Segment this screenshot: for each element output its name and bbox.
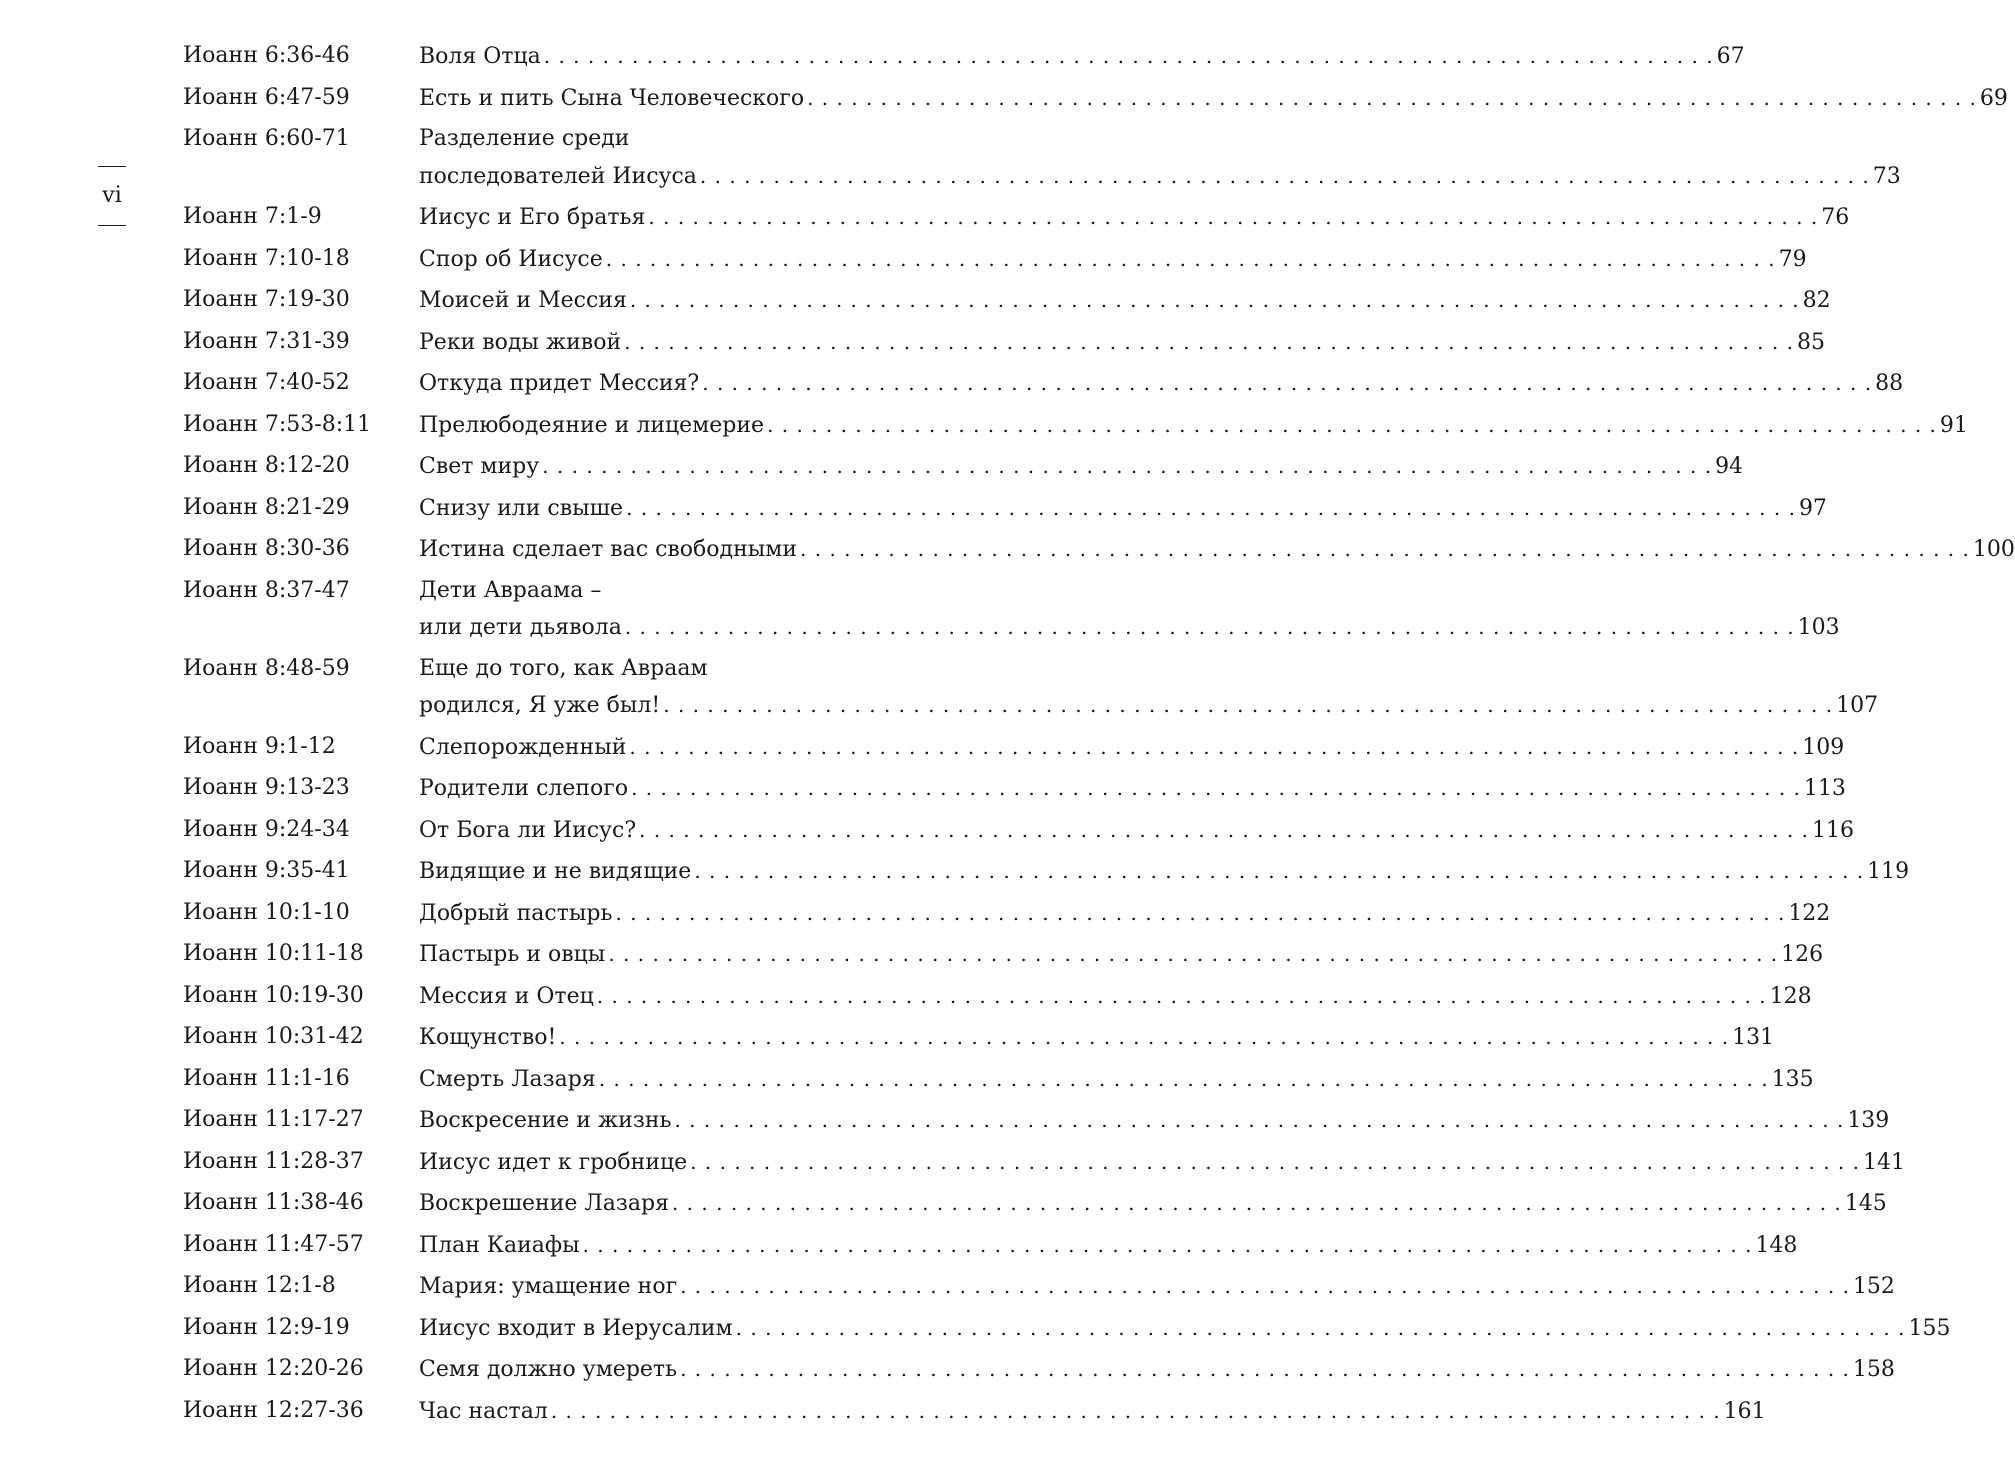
toc-entry-title-block xyxy=(419,324,1825,362)
toc-entry-title-final-line xyxy=(419,365,1903,403)
toc-entry-title-line: Еще до того, как Авраам xyxy=(419,655,708,681)
toc-entry-page-number: 152 xyxy=(1852,1274,1895,1299)
toc-entry-title-block xyxy=(419,1351,1895,1389)
toc-entry-page-number: 135 xyxy=(1771,1066,1814,1092)
toc-entry-title-final-line xyxy=(419,1310,1950,1348)
toc-entry-page-number: 79 xyxy=(1778,246,1807,272)
toc-entry xyxy=(183,1185,1887,1223)
toc-entry-title: Видящие и не видящие xyxy=(419,859,692,884)
dot-leader xyxy=(694,853,1864,890)
folio-top-rule xyxy=(98,166,126,167)
toc-entry-title-final-line xyxy=(419,1393,1766,1431)
toc-entry-page-number: 119 xyxy=(1867,859,1910,884)
toc-entry-title: От Бога ли Иисус? xyxy=(419,817,637,843)
toc-entry-page-number: 113 xyxy=(1803,776,1846,801)
toc-entry-title-final-line xyxy=(419,199,1849,237)
toc-entry-title-final-line xyxy=(419,531,2015,569)
toc-entry-title-final-line xyxy=(419,978,1812,1016)
toc-entry xyxy=(183,936,1824,974)
page-number: vi xyxy=(102,183,122,208)
dot-leader xyxy=(551,1393,1721,1430)
toc-entry-page-number: 139 xyxy=(1847,1108,1890,1133)
toc-entry xyxy=(183,1227,1798,1265)
toc-entry-title-block xyxy=(419,1019,1774,1057)
toc-entry xyxy=(183,324,1825,362)
toc-entry-title-block xyxy=(419,199,1849,237)
page-number-folio xyxy=(86,163,138,229)
toc-entry xyxy=(183,1102,1890,1140)
toc-entry-title-final-line xyxy=(419,1102,1889,1140)
dot-leader xyxy=(631,770,1801,807)
dot-leader xyxy=(606,241,1776,278)
toc-entry-reference: Иоанн 8:30-36 xyxy=(183,536,350,561)
toc-entry-title-block xyxy=(419,853,1909,891)
toc-entry xyxy=(183,490,1827,528)
toc-entry-title-block xyxy=(419,573,1840,647)
toc-entry-title: или дети дьявола xyxy=(419,615,622,640)
toc-entry-title-line: Разделение среди xyxy=(419,126,630,151)
toc-entry-title-final-line xyxy=(419,241,1807,279)
toc-entry-title: Свет миру xyxy=(419,454,540,479)
toc-entry-reference: Иоанн 10:11-18 xyxy=(183,941,364,966)
toc-entry-page-number: 73 xyxy=(1872,163,1901,189)
toc-entry-title-final-line xyxy=(419,1351,1895,1389)
toc-entry-reference: Иоанн 11:47-57 xyxy=(183,1231,364,1257)
toc-entry-title-block xyxy=(419,490,1827,528)
toc-entry-title-final-line xyxy=(419,1061,1814,1099)
toc-entry-reference: Иоанн 8:21-29 xyxy=(183,494,350,520)
toc-entry-page-number: 91 xyxy=(1939,412,1968,438)
dot-leader xyxy=(630,282,1800,319)
toc-entry-title-final-line xyxy=(419,1227,1797,1265)
toc-entry-page-number: 67 xyxy=(1716,44,1745,69)
toc-entry-title: Семя должно умереть xyxy=(419,1357,678,1382)
toc-entry-title-final-line xyxy=(419,895,1830,933)
toc-entry-title: Есть и пить Сына Человеческого xyxy=(419,85,805,111)
toc-entry xyxy=(183,1310,1951,1348)
toc-entry-title-block xyxy=(419,978,1812,1016)
dot-leader xyxy=(680,1268,1850,1305)
folio-bottom-rule xyxy=(98,225,126,226)
toc-entry xyxy=(183,199,1850,237)
toc-entry-title-final-line xyxy=(419,770,1846,808)
toc-entry-page-number: 116 xyxy=(1811,817,1854,843)
dot-leader xyxy=(559,1019,1729,1056)
toc-entry-title-final-line xyxy=(419,80,2008,118)
toc-entry xyxy=(183,38,1745,76)
toc-entry-title-final-line xyxy=(419,324,1825,362)
toc-entry xyxy=(183,1268,1895,1306)
toc-entry-page-number: 94 xyxy=(1715,454,1744,479)
dot-leader xyxy=(800,531,1970,568)
toc-entry xyxy=(183,365,1904,403)
toc-entry-page-number: 82 xyxy=(1802,288,1831,313)
toc-entry-title-block xyxy=(419,1144,1905,1182)
toc-entry-title: Мария: умащение ног xyxy=(419,1274,678,1299)
dot-leader xyxy=(672,1185,1842,1222)
toc-entry-reference: Иоанн 12:9-19 xyxy=(183,1314,350,1340)
toc-entry xyxy=(183,407,1968,445)
toc-entry-title-block xyxy=(419,282,1831,320)
toc-entry-title-final-line xyxy=(419,687,1878,725)
toc-entry-title: Кощунство! xyxy=(419,1025,557,1050)
toc-entry-page-number: 128 xyxy=(1769,983,1812,1009)
toc-entry-title: Спор об Иисусе xyxy=(419,246,603,272)
toc-entry-title-final-line xyxy=(419,936,1823,974)
toc-entry-page-number: 126 xyxy=(1781,942,1824,967)
toc-entry-reference: Иоанн 7:10-18 xyxy=(183,245,350,271)
toc-entry xyxy=(183,1019,1775,1057)
toc-entry xyxy=(183,1144,1906,1182)
dot-leader xyxy=(663,687,1833,724)
toc-entry-title-block xyxy=(419,1102,1889,1140)
toc-entry xyxy=(183,241,1807,279)
toc-entry-reference: Иоанн 7:40-52 xyxy=(183,370,350,395)
dot-leader xyxy=(625,609,1795,646)
toc-entry-title-block xyxy=(419,531,2015,569)
toc-entry-title-final-line xyxy=(419,490,1827,528)
toc-entry-title-block xyxy=(419,729,1844,767)
toc-entry-title: родился, Я уже был! xyxy=(419,693,661,718)
toc-entry-page-number: 85 xyxy=(1796,329,1825,355)
toc-entry xyxy=(183,895,1831,933)
dot-leader xyxy=(626,490,1796,527)
toc-entry-title: Воля Отца xyxy=(419,44,541,69)
toc-entry-title-final-line xyxy=(419,448,1743,486)
toc-entry xyxy=(183,1393,1766,1431)
toc-entry-title-final-line xyxy=(419,853,1909,891)
toc-entry-title-block xyxy=(419,770,1846,808)
toc-entry-page-number: 100 xyxy=(1972,537,2015,562)
toc-entry-reference: Иоанн 11:1-16 xyxy=(183,1065,350,1091)
toc-entry-title-block xyxy=(419,365,1903,403)
dot-leader xyxy=(680,1351,1850,1388)
dot-leader xyxy=(702,365,1872,402)
toc-entry-title-block xyxy=(419,1268,1895,1306)
toc-entry-page-number: 88 xyxy=(1875,371,1904,396)
toc-entry-reference: Иоанн 11:28-37 xyxy=(183,1148,364,1174)
toc-entry-title: Откуда придет Мессия? xyxy=(419,371,700,396)
toc-entry-title-block xyxy=(419,1185,1887,1223)
toc-entry-title-block xyxy=(419,1310,1950,1348)
toc-entry-title: Истина сделает вас свободными xyxy=(419,537,798,562)
toc-entry-reference: Иоанн 11:17-27 xyxy=(183,1107,364,1132)
toc-entry-title-final-line xyxy=(419,812,1854,850)
toc-entry xyxy=(183,531,2015,569)
toc-entry-title-final-line xyxy=(419,1185,1887,1223)
toc-entry-title-block xyxy=(419,241,1807,279)
toc-entry-title: Родители слепого xyxy=(419,776,629,801)
toc-entry-reference: Иоанн 10:19-30 xyxy=(183,982,364,1008)
toc-entry-reference: Иоанн 11:38-46 xyxy=(183,1190,364,1215)
dot-leader xyxy=(648,199,1818,236)
toc-entry xyxy=(183,853,1910,891)
toc-entry xyxy=(183,448,1744,486)
toc-entry-title: Реки воды живой xyxy=(419,329,622,355)
toc-entry-title-block xyxy=(419,1061,1814,1099)
toc-entry-reference: Иоанн 7:31-39 xyxy=(183,328,350,354)
toc-entry-page-number: 103 xyxy=(1797,615,1840,640)
toc-entry-title: Добрый пастырь xyxy=(419,900,613,926)
toc-entry xyxy=(183,978,1812,1016)
toc-entry-title: Пастырь и овцы xyxy=(419,942,606,967)
toc-entry-title-final-line xyxy=(419,1144,1905,1182)
toc-entry-title-block xyxy=(419,1393,1766,1431)
toc-entry-page-number: 161 xyxy=(1723,1398,1766,1424)
toc-entry-reference: Иоанн 10:1-10 xyxy=(183,899,350,925)
toc-entry-reference: Иоанн 6:36-46 xyxy=(183,43,350,68)
toc-entry-title: Иисус входит в Иерусалим xyxy=(419,1315,733,1341)
toc-entry-title: Иисус и Его братья xyxy=(419,205,646,230)
toc-entry-title-block xyxy=(419,407,1968,445)
toc-entry xyxy=(183,770,1846,808)
toc-entry xyxy=(183,729,1845,767)
toc-entry-reference: Иоанн 12:20-26 xyxy=(183,1356,364,1381)
toc-entry-title: Смерть Лазаря xyxy=(419,1066,596,1092)
toc-entry-reference: Иоанн 6:60-71 xyxy=(183,126,350,151)
toc-entry-title: Воскресение и жизнь xyxy=(419,1108,672,1133)
toc-entry-title-final-line xyxy=(419,158,1901,196)
dot-leader xyxy=(767,407,1937,444)
table-of-contents xyxy=(183,38,2015,1434)
toc-entry-reference: Иоанн 8:48-59 xyxy=(183,655,350,681)
toc-entry-title-block xyxy=(419,448,1743,486)
toc-entry xyxy=(183,121,1901,195)
dot-leader xyxy=(690,1144,1860,1181)
toc-entry-page-number: 109 xyxy=(1802,734,1845,760)
dot-leader xyxy=(608,936,1778,973)
toc-entry xyxy=(183,80,2008,118)
dot-leader xyxy=(700,158,1870,195)
toc-entry-page-number: 155 xyxy=(1908,1315,1951,1341)
toc-entry-title-final-line xyxy=(419,407,1968,445)
dot-leader xyxy=(639,812,1809,849)
toc-entry-title: Час настал xyxy=(419,1398,548,1424)
toc-entry-reference: Иоанн 7:1-9 xyxy=(183,204,322,229)
toc-entry-title: План Каиафы xyxy=(419,1232,580,1258)
dot-leader xyxy=(544,38,1714,75)
toc-entry-title-final-line xyxy=(419,1019,1774,1057)
toc-entry-reference: Иоанн 7:53-8:11 xyxy=(183,411,372,437)
toc-entry-reference: Иоанн 8:37-47 xyxy=(183,577,350,603)
toc-entry xyxy=(183,282,1831,320)
toc-entry-title-block xyxy=(419,895,1830,933)
toc-entry xyxy=(183,1351,1895,1389)
toc-entry-title: Мессия и Отец xyxy=(419,983,594,1009)
dot-leader xyxy=(736,1310,1906,1347)
toc-entry-title: Иисус идет к гробнице xyxy=(419,1149,688,1175)
toc-entry-page-number: 131 xyxy=(1732,1025,1775,1050)
toc-entry-reference: Иоанн 10:31-42 xyxy=(183,1024,364,1049)
toc-entry-title-final-line xyxy=(419,609,1840,647)
dot-leader xyxy=(629,729,1799,766)
toc-entry-title-block xyxy=(419,38,1745,76)
toc-entry-title-block xyxy=(419,121,1901,195)
toc-entry-title: Снизу или свыше xyxy=(419,495,624,521)
toc-entry-reference: Иоанн 12:1-8 xyxy=(183,1273,336,1298)
toc-entry-reference: Иоанн 7:19-30 xyxy=(183,287,350,312)
dot-leader xyxy=(583,1227,1753,1264)
toc-entry-page-number: 69 xyxy=(1979,85,2008,111)
toc-entry-title-block xyxy=(419,936,1823,974)
toc-entry-page-number: 97 xyxy=(1798,495,1827,521)
toc-entry-reference: Иоанн 12:27-36 xyxy=(183,1397,364,1423)
toc-entry xyxy=(183,812,1854,850)
dot-leader xyxy=(599,1061,1769,1098)
toc-entry-title: Слепорожденный xyxy=(419,734,627,760)
toc-entry xyxy=(183,1061,1814,1099)
dot-leader xyxy=(624,324,1794,361)
dot-leader xyxy=(597,978,1767,1015)
toc-entry-title: Моисей и Мессия xyxy=(419,288,627,313)
dot-leader xyxy=(807,80,1977,117)
toc-entry-page-number: 141 xyxy=(1863,1149,1906,1175)
toc-entry-reference: Иоанн 9:35-41 xyxy=(183,858,350,883)
toc-entry-reference: Иоанн 6:47-59 xyxy=(183,84,350,110)
toc-entry-page-number: 148 xyxy=(1755,1232,1798,1258)
toc-entry-page-number: 122 xyxy=(1788,900,1831,926)
toc-entry-page-number: 76 xyxy=(1821,205,1850,230)
toc-entry-page-number: 107 xyxy=(1836,693,1879,718)
toc-entry-title-final-line xyxy=(419,729,1844,767)
toc-entry-page-number: 158 xyxy=(1852,1357,1895,1382)
toc-entry-reference: Иоанн 9:24-34 xyxy=(183,816,350,842)
toc-entry-title-block xyxy=(419,1227,1797,1265)
toc-entry-title-block xyxy=(419,80,2008,118)
toc-entry-title: Воскрешение Лазаря xyxy=(419,1191,669,1216)
toc-entry-reference: Иоанн 8:12-20 xyxy=(183,453,350,478)
toc-entry xyxy=(183,573,1840,647)
toc-entry-title: последователей Иисуса xyxy=(419,163,697,189)
toc-entry xyxy=(183,651,1879,725)
toc-entry-title-final-line xyxy=(419,38,1745,76)
toc-entry-page-number: 145 xyxy=(1844,1191,1887,1216)
toc-entry-title-final-line xyxy=(419,1268,1895,1306)
toc-entry-title-block xyxy=(419,812,1854,850)
toc-entry-title-block xyxy=(419,651,1878,725)
toc-entry-reference: Иоанн 9:1-12 xyxy=(183,733,336,759)
dot-leader xyxy=(674,1102,1844,1139)
toc-entry-title: Прелюбодеяние и лицемерие xyxy=(419,412,765,438)
toc-entry-title-final-line xyxy=(419,282,1831,320)
dot-leader xyxy=(615,895,1785,932)
dot-leader xyxy=(542,448,1712,485)
toc-entry-reference: Иоанн 9:13-23 xyxy=(183,775,350,800)
toc-entry-title-line: Дети Авраама – xyxy=(419,577,602,603)
